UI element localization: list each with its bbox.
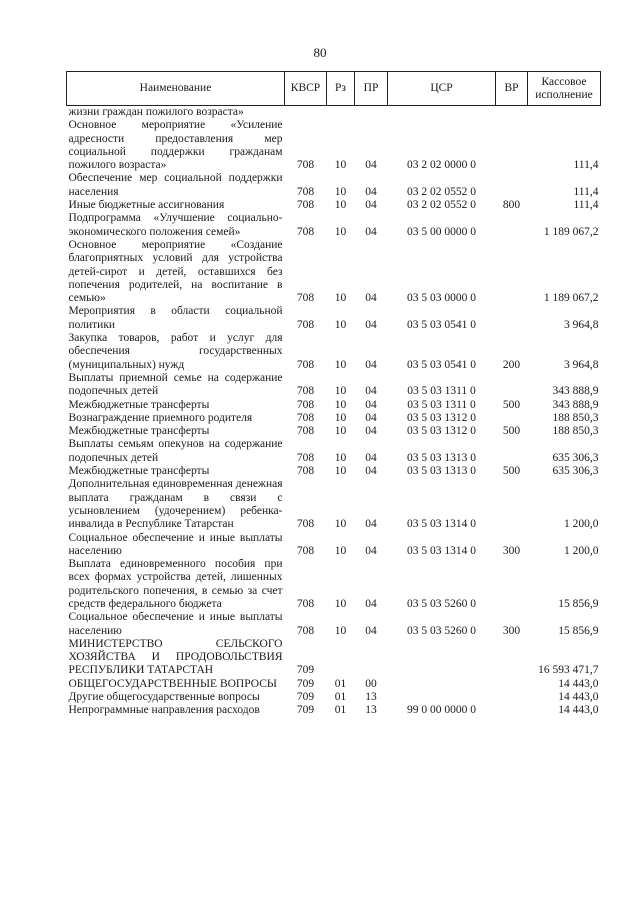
row-name: Другие общегосударственные вопросы	[68, 691, 260, 704]
row-kvsr: 708	[296, 185, 315, 198]
row-name: Непрограммные направления расходов	[68, 704, 260, 717]
table-row	[67, 611, 601, 638]
row-pr: 04	[365, 425, 377, 438]
table-row	[67, 638, 601, 678]
row-kvsr: 709	[296, 691, 315, 704]
row-amount: 14 443,0	[558, 691, 599, 704]
row-csr: 03 2 02 0552 0	[407, 199, 476, 212]
row-amount: 111,4	[573, 159, 599, 172]
table-row	[67, 558, 601, 611]
row-rz: 10	[334, 465, 347, 478]
row-vr: 300	[502, 544, 521, 557]
row-rz: 10	[334, 518, 347, 531]
row-pr: 04	[365, 292, 377, 305]
row-amount: 14 443,0	[558, 677, 599, 690]
row-csr: 03 5 00 0000 0	[407, 225, 476, 238]
row-vr	[496, 305, 528, 332]
table-header	[67, 72, 601, 106]
row-amount: 15 856,9	[558, 624, 599, 637]
row-name: Выплаты приемной семье на содержание подопечных детей	[68, 371, 283, 398]
table-row	[67, 678, 601, 691]
row-kvsr: 708	[296, 465, 315, 478]
row-amount: 188 850,3	[552, 425, 599, 438]
row-vr	[496, 372, 528, 399]
row-vr	[496, 638, 528, 678]
row-kvsr: 708	[296, 411, 315, 424]
header-kvsr: КВСР	[285, 72, 327, 106]
page-number: 80	[313, 45, 327, 60]
table-row	[67, 425, 601, 438]
row-amount: 1 200,0	[564, 544, 599, 557]
row-name: Мероприятия в области социальной политики	[68, 305, 283, 331]
row-csr: 03 5 03 1313 0	[407, 451, 476, 464]
row-pr: 04	[365, 159, 377, 172]
row-csr: 03 5 03 1314 0	[407, 518, 476, 531]
row-name: жизни граждан пожилого возраста»	[68, 106, 244, 118]
row-csr: 03 5 03 5260 0	[407, 597, 476, 610]
table-row	[67, 212, 601, 239]
row-vr	[496, 478, 528, 531]
row-csr: 03 5 03 0541 0	[407, 318, 476, 331]
row-amount	[528, 106, 601, 120]
row-csr: 99 0 00 0000 0	[407, 704, 476, 717]
row-vr	[496, 212, 528, 239]
row-amount: 111,4	[573, 199, 599, 212]
row-vr: 800	[502, 199, 521, 212]
header-name: Наименование	[67, 72, 285, 106]
table-row	[67, 412, 601, 425]
row-kvsr: 708	[296, 318, 315, 331]
row-amount: 343 888,9	[552, 398, 599, 411]
row-kvsr: 709	[296, 664, 315, 677]
row-pr: 00	[365, 677, 377, 690]
row-name: Межбюджетные трансферты	[68, 465, 210, 478]
row-vr	[496, 558, 528, 611]
row-vr	[496, 106, 528, 120]
row-name: Выплаты семьям опекунов на содержание подопечных детей	[68, 438, 283, 464]
row-rz: 10	[334, 292, 347, 305]
row-csr: 03 5 03 0000 0	[407, 292, 476, 305]
row-amount: 16 593 471,7	[538, 664, 599, 677]
row-vr	[496, 438, 528, 465]
row-pr: 13	[365, 704, 377, 717]
row-pr: 04	[365, 624, 377, 637]
row-pr: 04	[365, 385, 377, 398]
row-vr	[496, 691, 528, 704]
row-csr	[388, 678, 496, 691]
row-name: Выплата единовременного пособия при всех формах устройства детей, лишенных родительского попечения, в семью за счет средств федерального бюджета	[68, 558, 283, 610]
row-pr	[355, 106, 388, 120]
row-pr: 04	[365, 358, 377, 371]
row-rz: 10	[334, 411, 347, 424]
table-row	[67, 172, 601, 199]
row-csr: 03 2 02 0552 0	[407, 185, 476, 198]
row-pr: 04	[365, 544, 377, 557]
row-rz: 10	[334, 159, 347, 172]
row-pr: 13	[365, 691, 377, 704]
table-row	[67, 372, 601, 399]
table-row	[67, 119, 601, 172]
row-rz	[327, 106, 355, 120]
row-kvsr: 708	[296, 544, 315, 557]
row-vr: 500	[502, 425, 521, 438]
row-amount: 1 200,0	[564, 518, 599, 531]
table-row	[67, 239, 601, 305]
row-rz: 10	[334, 544, 347, 557]
row-amount: 343 888,9	[552, 385, 599, 398]
row-rz: 10	[334, 451, 347, 464]
row-pr: 04	[365, 451, 377, 464]
row-name: ОБЩЕГОСУДАРСТВЕННЫЕ ВОПРОСЫ	[68, 677, 277, 690]
table-row	[67, 691, 601, 704]
row-pr: 04	[365, 398, 377, 411]
row-amount: 14 443,0	[558, 704, 599, 717]
row-rz: 01	[334, 704, 347, 717]
row-amount: 1 189 067,2	[543, 225, 599, 238]
table-row	[67, 399, 601, 412]
row-amount: 635 306,3	[552, 465, 599, 478]
row-csr: 03 5 03 1313 0	[407, 465, 476, 478]
row-name: Закупка товаров, работ и услуг для обеспечения государственных (муниципальных) нужд	[68, 332, 283, 371]
table-row	[67, 438, 601, 465]
row-name: Обеспечение мер социальной поддержки населения	[68, 172, 283, 198]
row-vr	[496, 704, 528, 717]
row-kvsr: 708	[296, 451, 315, 464]
row-kvsr: 708	[296, 358, 315, 371]
table-body	[67, 106, 601, 718]
row-kvsr: 708	[296, 199, 315, 212]
row-amount: 188 850,3	[552, 411, 599, 424]
row-vr: 200	[502, 358, 521, 371]
row-name: Межбюджетные трансферты	[68, 425, 210, 438]
row-name: Основное мероприятие «Усиление адресности предоставления мер социальной поддержки гражданам пожилого возраста»	[68, 119, 283, 172]
row-kvsr: 708	[296, 518, 315, 531]
row-csr: 03 5 03 1312 0	[407, 425, 476, 438]
row-csr: 03 5 03 1312 0	[407, 411, 476, 424]
table-row	[67, 704, 601, 717]
row-rz: 10	[334, 318, 347, 331]
row-pr: 04	[365, 465, 377, 478]
row-name: Межбюджетные трансферты	[68, 398, 210, 411]
budget-table	[66, 71, 601, 718]
row-rz	[327, 638, 355, 678]
row-csr	[388, 691, 496, 704]
row-csr: 03 5 03 5260 0	[407, 624, 476, 637]
row-name: МИНИСТЕРСТВО СЕЛЬСКОГО ХОЗЯЙСТВА И ПРОДОВОЛЬСТВИЯ РЕСПУБЛИКИ ТАТАРСТАН	[68, 637, 283, 677]
table-row	[67, 106, 601, 120]
row-amount: 111,4	[573, 185, 599, 198]
row-kvsr: 709	[296, 704, 315, 717]
header-amount: Кассовое исполнение	[528, 72, 601, 106]
row-pr: 04	[365, 597, 377, 610]
row-csr	[388, 638, 496, 678]
row-vr	[496, 412, 528, 425]
row-rz: 10	[334, 597, 347, 610]
table-row	[67, 532, 601, 559]
row-kvsr: 708	[296, 159, 315, 172]
row-rz: 01	[334, 677, 347, 690]
row-vr	[496, 172, 528, 199]
table-row	[67, 332, 601, 372]
row-vr	[496, 678, 528, 691]
row-kvsr: 708	[296, 624, 315, 637]
row-pr: 04	[365, 318, 377, 331]
header-csr: ЦСР	[388, 72, 496, 106]
row-pr: 04	[365, 199, 377, 212]
row-vr: 500	[502, 465, 521, 478]
row-pr: 04	[365, 225, 377, 238]
row-name: Иные бюджетные ассигнования	[68, 199, 225, 212]
row-rz: 01	[334, 691, 347, 704]
row-csr: 03 5 03 1311 0	[407, 398, 476, 411]
row-kvsr: 708	[296, 385, 315, 398]
row-rz: 10	[334, 185, 347, 198]
row-rz: 10	[334, 624, 347, 637]
row-amount: 15 856,9	[558, 597, 599, 610]
header-vr: ВР	[496, 72, 528, 106]
row-kvsr: 709	[296, 677, 315, 690]
table-row	[67, 478, 601, 531]
row-rz: 10	[334, 225, 347, 238]
row-rz: 10	[334, 358, 347, 371]
row-csr: 03 5 03 1314 0	[407, 544, 476, 557]
header-rz: Рз	[327, 72, 355, 106]
row-name: Социальное обеспечение и иные выплаты населению	[68, 611, 283, 637]
table-row	[67, 199, 601, 212]
row-csr: 03 2 02 0000 0	[407, 159, 476, 172]
table-row	[67, 305, 601, 332]
row-pr: 04	[365, 518, 377, 531]
row-vr	[496, 119, 528, 172]
row-rz: 10	[334, 199, 347, 212]
row-csr	[388, 106, 496, 120]
row-name: Основное мероприятие «Создание благоприятных условий для устройства детей-сирот и детей, оставшихся без попечения родителей, на воспитание в семью»	[68, 238, 283, 305]
row-amount: 1 189 067,2	[543, 292, 599, 305]
row-kvsr	[285, 106, 327, 120]
row-name: Вознаграждение приемного родителя	[68, 411, 253, 424]
row-csr: 03 5 03 0541 0	[407, 358, 476, 371]
row-name: Дополнительная единовременная денежная выплата гражданам в связи с усыновлением (удочерением) ребенка-инвалида в Республике Татарстан	[68, 478, 283, 531]
row-vr: 300	[502, 624, 521, 637]
row-amount: 3 964,8	[564, 318, 599, 331]
row-rz: 10	[334, 425, 347, 438]
row-vr	[496, 239, 528, 305]
table-row	[67, 465, 601, 478]
row-csr: 03 5 03 1311 0	[407, 385, 476, 398]
row-kvsr: 708	[296, 398, 315, 411]
row-rz: 10	[334, 398, 347, 411]
row-kvsr: 708	[296, 425, 315, 438]
row-pr	[355, 638, 388, 678]
row-pr: 04	[365, 185, 377, 198]
row-kvsr: 708	[296, 292, 315, 305]
header-pr: ПР	[355, 72, 388, 106]
row-pr: 04	[365, 411, 377, 424]
row-name: Подпрограмма «Улучшение социально-экономического положения семей»	[68, 212, 283, 238]
row-kvsr: 708	[296, 225, 315, 238]
row-kvsr: 708	[296, 597, 315, 610]
row-rz: 10	[334, 385, 347, 398]
row-amount: 635 306,3	[552, 451, 599, 464]
row-amount: 3 964,8	[564, 358, 599, 371]
row-vr: 500	[502, 398, 521, 411]
row-name: Социальное обеспечение и иные выплаты населению	[68, 531, 283, 557]
